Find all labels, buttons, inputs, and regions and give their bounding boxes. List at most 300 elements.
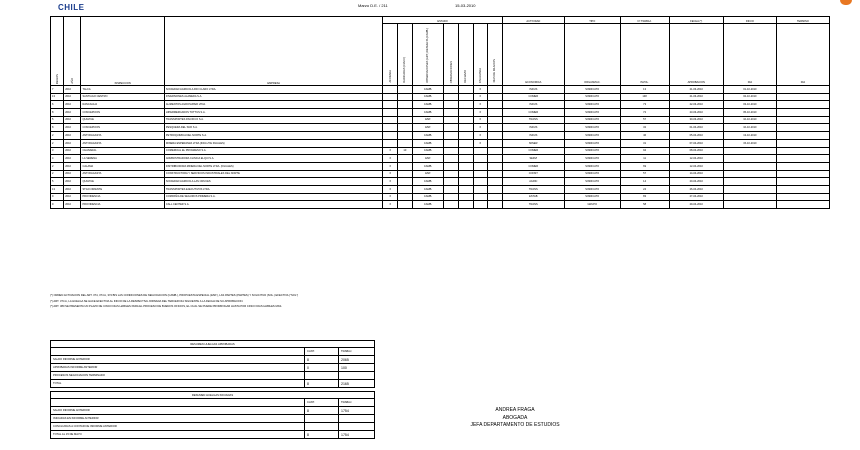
cell-region: 6: [51, 101, 64, 109]
cell-activity: INDUS: [502, 101, 564, 109]
summary-label: TOTAL AL 15 DE MAYO: [51, 431, 305, 439]
cell-workers: 148: [620, 93, 669, 101]
col-year: AÑO: [64, 17, 81, 86]
cell-obs-resuelta: CAMB.: [412, 201, 444, 209]
summary-cant: 8: [305, 407, 339, 415]
cell-obs-resuelta: CAMB.: [412, 193, 444, 201]
cell-date: 21-03-2010: [669, 86, 723, 94]
subhead-workers: INVOL.: [620, 24, 669, 86]
cell-radicadas: [398, 193, 413, 201]
cell-radicadas: [398, 132, 413, 140]
cell-rechazo: [458, 116, 473, 124]
cell-year: 2010: [64, 193, 81, 201]
cell-company: TRANSPORTES PACIFICO S.A.: [164, 116, 383, 124]
cell-aforada: X: [383, 178, 398, 186]
cell-type: SINDICATO: [564, 147, 620, 155]
cell-activity: INDUS: [502, 86, 564, 94]
summary-trab: [339, 372, 375, 380]
cell-company: PESQUERA DEL SUR S.A.: [164, 124, 383, 132]
summary-trab: 1754: [339, 431, 375, 439]
cell-dias: [488, 170, 503, 178]
cell-aforada: [383, 93, 398, 101]
cell-obs-resuelta: ESP.: [412, 116, 444, 124]
cell-type: SINDICATO: [564, 132, 620, 140]
cell-year: 2010: [64, 86, 81, 94]
cell-type: SINDICATO: [564, 86, 620, 94]
cell-workers: 13: [620, 86, 669, 94]
subhead-start: DIA: [723, 24, 776, 86]
col-inspection: INSPECCION: [81, 17, 164, 86]
cell-end: [776, 147, 829, 155]
cell-aforada: [383, 109, 398, 117]
summary-trab: 100: [339, 364, 375, 372]
cell-workers: 31: [620, 139, 669, 147]
cell-inspection: CALAMA: [81, 162, 164, 170]
cell-end: [776, 93, 829, 101]
col-dias: DIAS DE DILACION: [488, 24, 503, 86]
col-rechazo: RECHAZO: [458, 24, 473, 86]
cell-year: 2010: [64, 109, 81, 117]
cell-inspection: SANTIAGO CENTRO: [81, 93, 164, 101]
cell-rechazo: [458, 170, 473, 178]
cell-date: 07-04-2010: [669, 139, 723, 147]
cell-date: 22-03-2010: [669, 101, 723, 109]
summary-cant: [305, 423, 339, 431]
cell-inspection: QUILPUE: [81, 116, 164, 124]
cell-finalizada: [473, 201, 488, 209]
corner-logo-mark: [840, 0, 852, 5]
cell-region: 7: [51, 86, 64, 94]
cell-obs-resuelta: CAMB.: [412, 162, 444, 170]
cell-rechazo: [458, 162, 473, 170]
cell-finalizada: X: [473, 116, 488, 124]
cell-observaciones: [444, 101, 459, 109]
signatory-name: ANDREA FRAGA: [495, 407, 535, 413]
cell-rechazo: [458, 185, 473, 193]
cell-dias: [488, 109, 503, 117]
table-row: [51, 170, 830, 178]
cell-type: SINDICATO: [564, 124, 620, 132]
cell-date: 14-04-2010: [669, 170, 723, 178]
col-aforada: AFORADA: [383, 24, 398, 86]
cell-inspection: CHANARAL: [81, 147, 164, 155]
cell-obs-resuelta: CAMB.: [412, 109, 444, 117]
cell-start: 15-10-2010: [723, 139, 776, 147]
cell-finalizada: X: [473, 139, 488, 147]
cell-activity: AGRIC: [502, 178, 564, 186]
cell-obs-resuelta: CAMB.: [412, 147, 444, 155]
summary-trab: 2065: [339, 356, 375, 364]
col-type: TIPO: [564, 17, 620, 24]
table-row: [51, 201, 830, 209]
table-row: [51, 162, 830, 170]
cell-region: 5: [51, 178, 64, 186]
cell-workers: 69: [620, 162, 669, 170]
cell-start: 03-10-2010: [723, 101, 776, 109]
cell-region: 2: [51, 139, 64, 147]
cell-start: 02-10-2010: [723, 93, 776, 101]
cell-dias: [488, 185, 503, 193]
cell-observaciones: [444, 201, 459, 209]
cell-region: 13: [51, 185, 64, 193]
cell-year: 2010: [64, 93, 81, 101]
cell-year: 2010: [64, 201, 81, 209]
cell-aforada: [383, 86, 398, 94]
cell-aforada: [383, 116, 398, 124]
cell-observaciones: [444, 193, 459, 201]
cell-finalizada: [473, 178, 488, 186]
cell-type: SINDICATO: [564, 162, 620, 170]
cell-start: [723, 162, 776, 170]
cell-end: [776, 116, 829, 124]
cell-activity: MINER: [502, 139, 564, 147]
cell-date: 12-04-2010: [669, 155, 723, 163]
cell-date: 23-03-2010: [669, 109, 723, 117]
cell-start: 10-10-2010: [723, 124, 776, 132]
logo: [58, 0, 98, 12]
summary-col-trab: TRABAJ.: [339, 348, 375, 356]
cell-date: 05-04-2010: [669, 132, 723, 140]
cell-region: 2: [51, 162, 64, 170]
cell-company: SOCIEDAD AGRICOLA LAS CRUCES: [164, 178, 383, 186]
summary-label: [51, 348, 305, 356]
cell-workers: 11: [620, 155, 669, 163]
cell-year: 2010: [64, 147, 81, 155]
cell-aforada: X: [383, 147, 398, 155]
cell-company: TRANSPORTES EJECUTIVOS LTDA.: [164, 185, 383, 193]
subhead-type: ORGANIZAC.: [564, 24, 620, 86]
cell-radicadas: [398, 109, 413, 117]
cell-radicadas: [398, 93, 413, 101]
cell-obs-resuelta: CAMB.: [412, 178, 444, 186]
cell-end: [776, 139, 829, 147]
cell-activity: INDUS: [502, 124, 564, 132]
cell-rechazo: [458, 139, 473, 147]
cell-finalizada: [473, 193, 488, 201]
cell-workers: 24: [620, 185, 669, 193]
cell-type: SINDICATO: [564, 178, 620, 186]
cell-dias: [488, 178, 503, 186]
cell-aforada: [383, 101, 398, 109]
cell-activity: INDUS: [502, 132, 564, 140]
cell-aforada: [383, 139, 398, 147]
cell-workers: 32: [620, 124, 669, 132]
cell-end: [776, 109, 829, 117]
cell-finalizada: [473, 147, 488, 155]
cell-rechazo: [458, 201, 473, 209]
table-row: [51, 178, 830, 186]
signatory-role: ABOGADA: [502, 414, 528, 421]
cell-inspection: QUILPUE: [81, 178, 164, 186]
cell-obs-resuelta: CAMB.: [412, 101, 444, 109]
cell-aforada: X: [383, 162, 398, 170]
cell-workers: 46: [620, 132, 669, 140]
col-start: INICIO: [723, 17, 776, 24]
summary-cant: 8: [305, 356, 339, 364]
col-activity: ACTIVIDAD: [502, 17, 564, 24]
cell-date: 08-04-2010: [669, 147, 723, 155]
cell-finalizada: [473, 155, 488, 163]
cell-inspection: CONCEPCION: [81, 124, 164, 132]
cell-company: INVERSIONES ALAMEDA S.A.: [164, 93, 383, 101]
table-row: [51, 193, 830, 201]
cell-region: 9: [51, 201, 64, 209]
cell-end: [776, 155, 829, 163]
cell-activity: SERVI: [502, 155, 564, 163]
cell-dias: [488, 116, 503, 124]
summary-trab: 2165: [339, 380, 375, 388]
summary-col-trab: TRABAJ.: [339, 399, 375, 407]
cell-aforada: X: [383, 185, 398, 193]
cell-obs-resuelta: CAMB.: [412, 93, 444, 101]
col-date: FECHA (*): [669, 17, 723, 24]
cell-activity: COMER: [502, 162, 564, 170]
cell-dias: [488, 139, 503, 147]
cell-start: [723, 147, 776, 155]
cell-radicadas: [398, 178, 413, 186]
cell-date: 01-04-2010: [669, 124, 723, 132]
cell-workers: 83: [620, 193, 669, 201]
cell-aforada: [383, 124, 398, 132]
subhead-end: DIA: [776, 24, 829, 86]
cell-rechazo: [458, 101, 473, 109]
cell-start: [723, 193, 776, 201]
table-row: [51, 139, 830, 147]
cell-activity: TRANS: [502, 185, 564, 193]
subhead-date: APROBACION: [669, 24, 723, 86]
estado-header: ESTADO: [383, 17, 502, 24]
col-observaciones: OBSERVACIONES: [444, 24, 459, 86]
cell-inspection: ANTOFAGASTA: [81, 139, 164, 147]
cell-end: [776, 170, 829, 178]
summary-label: APROBADAS INFORME ANTERIOR: [51, 364, 305, 372]
cell-observaciones: [444, 185, 459, 193]
signature-block: [440, 407, 590, 430]
summary-started-strikes: [50, 391, 375, 439]
cell-company: CONSTRUCTORA Y SERVICIOS INDUSTRIALES DEL NORTE: [164, 170, 383, 178]
summary-label: SALDO INFORME ANTERIOR: [51, 407, 305, 415]
cell-start: [723, 178, 776, 186]
cell-inspection: CONCEPCION: [81, 109, 164, 117]
cell-region: 13: [51, 93, 64, 101]
cell-observaciones: [444, 132, 459, 140]
summary-label: CONCLUIDAS A CONTAR DE INFORME ANTERIOR: [51, 423, 305, 431]
cell-start: [723, 155, 776, 163]
cell-end: [776, 101, 829, 109]
cell-company: MINERA ESPERANZA LTDA (INCLUYE FILIALES): [164, 139, 383, 147]
cell-start: [723, 185, 776, 193]
cell-inspection: ANTOFAGASTA: [81, 170, 164, 178]
summary-trab: [339, 423, 375, 431]
summary-title: RESUMEN HUELGAS APROBADAS: [51, 341, 375, 348]
cell-end: [776, 193, 829, 201]
cell-activity: TRANS: [502, 201, 564, 209]
cell-activity: ESTAB: [502, 193, 564, 201]
cell-region: 8: [51, 109, 64, 117]
cell-date: 12-04-2010: [669, 162, 723, 170]
table-row: [51, 101, 830, 109]
cell-type: SINDICATO: [564, 116, 620, 124]
cell-obs-resuelta: ESP.: [412, 124, 444, 132]
cell-company: COMERCIAL EL PROGRESO S.A.: [164, 147, 383, 155]
cell-region: 5: [51, 116, 64, 124]
cell-dias: [488, 124, 503, 132]
cell-radicadas: 10: [398, 147, 413, 155]
cell-radicadas: [398, 101, 413, 109]
summary-label: TOTAL: [51, 380, 305, 388]
cell-dias: [488, 132, 503, 140]
cell-year: 2010: [64, 178, 81, 186]
cell-activity: COMER: [502, 109, 564, 117]
cell-date: 30-03-2010: [669, 116, 723, 124]
cell-obs-resuelta: CAMB.: [412, 139, 444, 147]
cell-aforada: X: [383, 201, 398, 209]
cell-workers: 58: [620, 201, 669, 209]
table-row: [51, 147, 830, 155]
cell-observaciones: [444, 162, 459, 170]
cell-type: SINDICATO: [564, 185, 620, 193]
cell-region: 9: [51, 193, 64, 201]
cell-company: DISTRIBUIDORA MINERA DEL NORTE LTDA. (FILIALES): [164, 162, 383, 170]
footnote: (*) ART. 374 A, LA HUELGA SE HACE EFECTIVA AL INICIO DE LA RESPECTIVA JORNADA DEL TERCER DIA SIGUIENTE A LA FECHA DE SU APROBACION.: [50, 299, 244, 303]
summary-trab: 1754: [339, 407, 375, 415]
cell-radicadas: [398, 201, 413, 209]
subhead-activity: ECONOMICA: [502, 24, 564, 86]
document-reference: Marzo D.E. / 211: [358, 3, 388, 8]
cell-company: SOCIEDAD AGRICOLA RIO CLARO LTDA.: [164, 86, 383, 94]
summary-label: SALDO INFORME ANTERIOR: [51, 356, 305, 364]
strikes-table: [50, 16, 830, 209]
table-row: [51, 109, 830, 117]
table-row: [51, 124, 830, 132]
document-date: 15-03-2010: [455, 3, 476, 8]
cell-end: [776, 132, 829, 140]
cell-region: 2: [51, 170, 64, 178]
cell-dias: [488, 193, 503, 201]
logo-text: CHILE: [58, 3, 85, 12]
col-workers: Nº TRABAJ.: [620, 17, 669, 24]
cell-company: ALIMENTOS AGROSUPER LTDA.: [164, 101, 383, 109]
cell-rechazo: [458, 86, 473, 94]
summary-approved-strikes: [50, 340, 375, 388]
cell-rechazo: [458, 93, 473, 101]
cell-start: [723, 170, 776, 178]
col-company: EMPRESA: [164, 17, 383, 86]
cell-observaciones: [444, 155, 459, 163]
cell-region: 8: [51, 124, 64, 132]
cell-finalizada: [473, 170, 488, 178]
cell-aforada: X: [383, 155, 398, 163]
cell-finalizada: X: [473, 132, 488, 140]
cell-radicadas: [398, 116, 413, 124]
cell-inspection: RANCAGUA: [81, 101, 164, 109]
cell-radicadas: [398, 170, 413, 178]
cell-obs-resuelta: ESP.: [412, 155, 444, 163]
cell-activity: TRANS: [502, 116, 564, 124]
cell-type: SINDICATO: [564, 170, 620, 178]
table-row: [51, 86, 830, 94]
cell-company: PETROQUIMICA DEL NORTE S.A.: [164, 132, 383, 140]
cell-inspection: LA SERENA: [81, 155, 164, 163]
cell-end: [776, 86, 829, 94]
summary-label: PROCESOS NEGOCIACION TERMINADO: [51, 372, 305, 380]
cell-radicadas: [398, 86, 413, 94]
cell-observaciones: [444, 147, 459, 155]
cell-date: 29-04-2010: [669, 201, 723, 209]
cell-start: [723, 201, 776, 209]
table-row: [51, 116, 830, 124]
cell-end: [776, 178, 829, 186]
cell-year: 2010: [64, 124, 81, 132]
cell-inspection: STGO.ORIENTE: [81, 185, 164, 193]
summary-col-cant: CANT.: [305, 399, 339, 407]
cell-rechazo: [458, 109, 473, 117]
cell-observaciones: [444, 93, 459, 101]
cell-observaciones: [444, 170, 459, 178]
cell-start: 01-10-2010: [723, 86, 776, 94]
cell-inspection: PROVIDENCIA: [81, 193, 164, 201]
col-finalizada: FINALIZADA: [473, 24, 488, 86]
summary-col-cant: CANT.: [305, 348, 339, 356]
cell-rechazo: [458, 124, 473, 132]
cell-aforada: X: [383, 193, 398, 201]
cell-dias: [488, 201, 503, 209]
cell-obs-resuelta: ESP.: [412, 170, 444, 178]
summary-label: [51, 399, 305, 407]
cell-year: 2010: [64, 101, 81, 109]
cell-dias: [488, 101, 503, 109]
cell-year: 2010: [64, 139, 81, 147]
summary-cant: 8: [305, 380, 339, 388]
cell-activity: CONST: [502, 170, 564, 178]
signatory-department: JEFA DEPARTAMENTO DE ESTUDIOS: [470, 422, 560, 428]
col-obs-resuelta: OBSERVACIONES (ART.) RESUELTA (CAMB.): [412, 24, 444, 86]
cell-observaciones: [444, 178, 459, 186]
cell-rechazo: [458, 132, 473, 140]
summary-cant: 8: [305, 431, 339, 439]
cell-start: 10-10-2010: [723, 116, 776, 124]
cell-finalizada: X: [473, 109, 488, 117]
cell-type: SINDICATO: [564, 139, 620, 147]
cell-end: [776, 162, 829, 170]
cell-rechazo: [458, 193, 473, 201]
cell-workers: 14: [620, 178, 669, 186]
cell-date: 21-03-2010: [669, 93, 723, 101]
cell-workers: 72: [620, 109, 669, 117]
cell-radicadas: [398, 139, 413, 147]
col-end: TERMINO: [776, 17, 829, 24]
cell-finalizada: X: [473, 86, 488, 94]
cell-year: 2010: [64, 155, 81, 163]
cell-observaciones: [444, 124, 459, 132]
summary-cant: [305, 415, 339, 423]
table-row: [51, 155, 830, 163]
cell-type: GRUPO: [564, 201, 620, 209]
cell-date: 26-04-2010: [669, 185, 723, 193]
cell-radicadas: [398, 124, 413, 132]
cell-rechazo: [458, 147, 473, 155]
cell-observaciones: [444, 86, 459, 94]
cell-radicadas: [398, 162, 413, 170]
cell-workers: 94: [620, 147, 669, 155]
col-radicadas: RADICADAS (C/ACC): [398, 24, 413, 86]
cell-inspection: PROVIDENCIA: [81, 201, 164, 209]
cell-finalizada: [473, 162, 488, 170]
cell-observaciones: [444, 116, 459, 124]
cell-workers: 57: [620, 116, 669, 124]
cell-activity: COMER: [502, 93, 564, 101]
cell-finalizada: X: [473, 101, 488, 109]
